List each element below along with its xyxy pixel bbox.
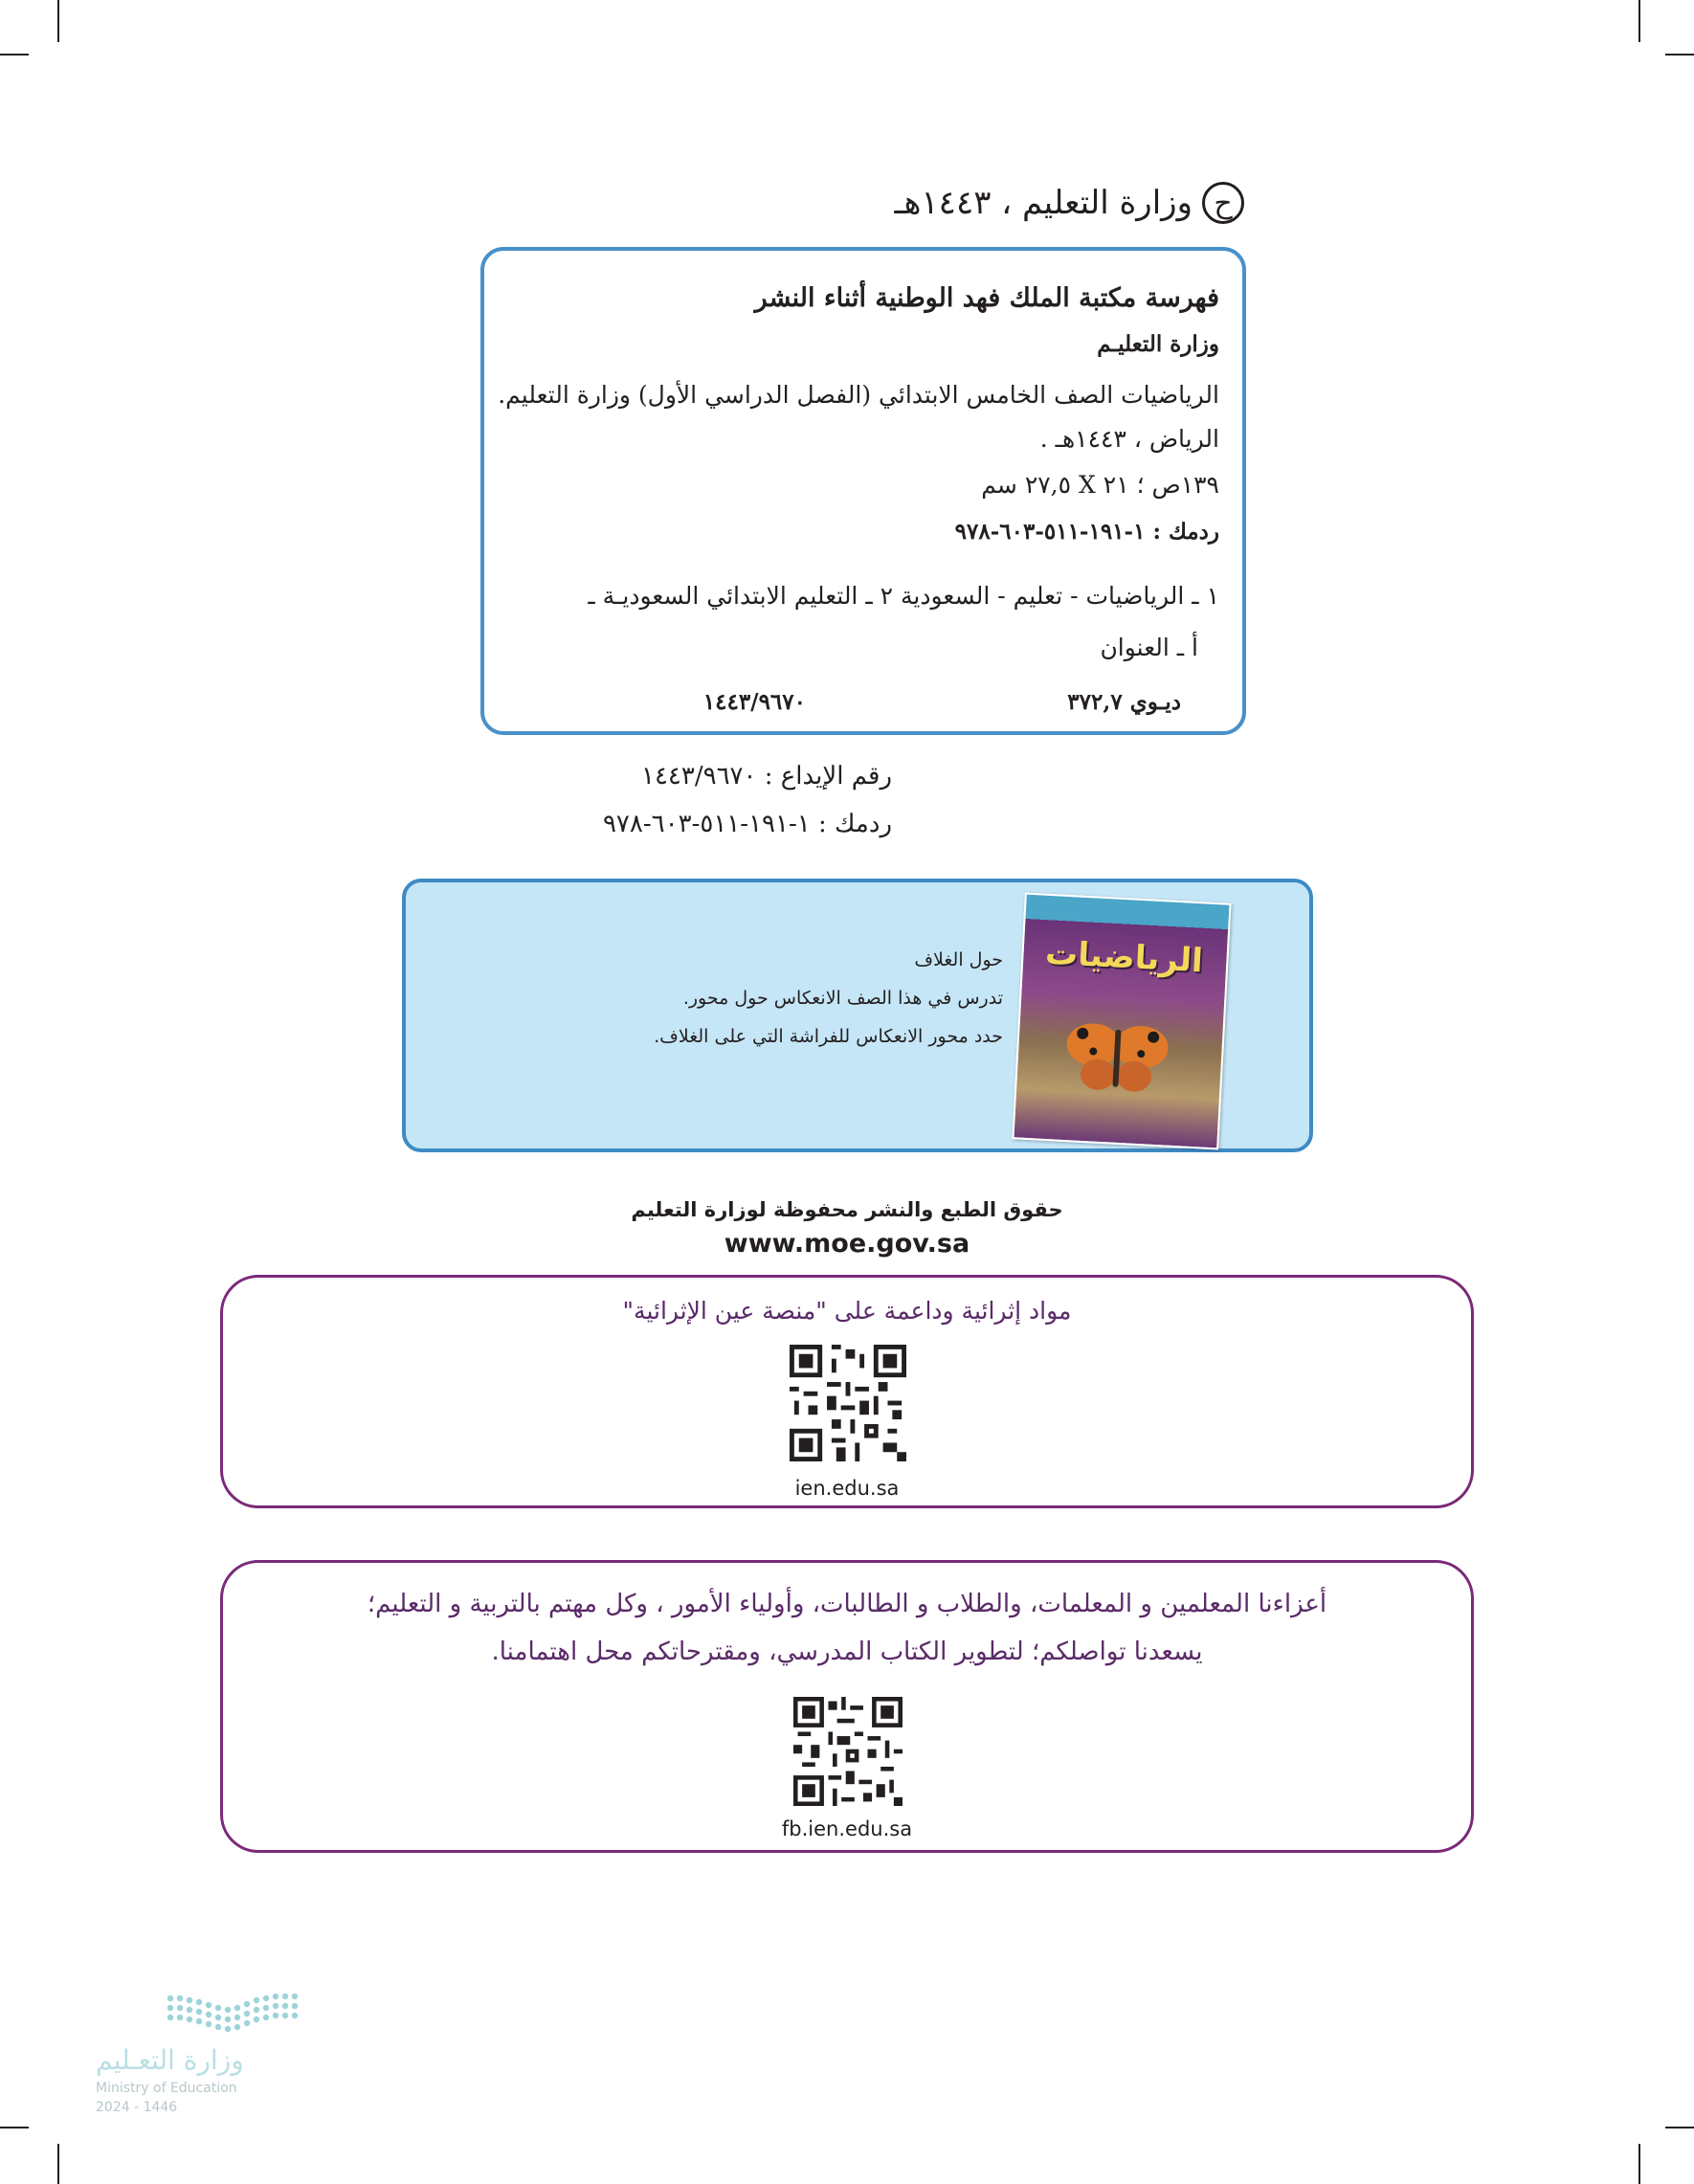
crop-mark <box>57 2144 59 2184</box>
copyright-text: وزارة التعليم ، ١٤٤٣هـ <box>894 184 1192 222</box>
catalog-deposit: ١٤٤٣/٩٦٧٠ <box>702 689 806 715</box>
deposit-isbn: ردمك : ١-١٩١-٥١١-٦٠٣-٩٧٨ <box>602 810 892 838</box>
ien-panel-text: مواد إثرائية وداعمة على "منصة عين الإثرائية" <box>622 1297 1072 1325</box>
feedback-line-2: يسعدنا تواصلكم؛ لتطوير الكتاب المدرسي، ومقترحاتكم محل اهتمامنا. <box>491 1638 1203 1666</box>
crop-mark <box>1638 0 1640 42</box>
about-cover-heading: حول الغلاف <box>914 949 1003 970</box>
feedback-url[interactable]: fb.ien.edu.sa <box>781 1817 913 1840</box>
catalog-title-entry: أ ـ العنوان <box>1100 634 1198 661</box>
catalog-place: الرياض ، ١٤٤٣هـ . <box>1039 425 1219 453</box>
crop-mark <box>57 0 59 42</box>
about-cover-box <box>402 879 1313 1152</box>
crop-mark <box>1665 54 1694 56</box>
ministry-website-link[interactable]: www.moe.gov.sa <box>724 1229 970 1259</box>
catalog-subjects: ١ ـ الرياضيات - تعليم - السعودية ٢ ـ التعليم الابتدائي السعوديـة ـ <box>588 582 1219 610</box>
ministry-logo-year: 2024 - 1446 <box>96 2100 178 2115</box>
catalog-description: الرياضيات الصف الخامس الابتدائي (الفصل الدراسي الأول) وزارة التعليم. <box>498 381 1219 409</box>
ministry-logo-arabic: وزارة التعـليم <box>96 2044 244 2076</box>
book-cover-image <box>1012 893 1231 1150</box>
crop-mark <box>1665 2127 1694 2128</box>
catalog-title: فهرسة مكتبة الملك فهد الوطنية أثناء النشر <box>754 283 1219 313</box>
book-cover-title: الرياضيات <box>1044 933 1204 981</box>
deposit-number: رقم الإيداع : ١٤٤٣/٩٦٧٠ <box>641 762 892 791</box>
cataloging-card <box>480 247 1246 735</box>
crop-mark <box>1638 2144 1640 2184</box>
catalog-author: وزارة التعليـم <box>1097 331 1219 357</box>
butterfly-icon <box>1062 1010 1172 1102</box>
ministry-logo-english: Ministry of Education <box>96 2081 237 2096</box>
about-cover-line-2: حدد محور الانعكاس للفراشة التي على الغلاف. <box>654 1026 1003 1047</box>
copyright-line <box>895 182 1244 224</box>
feedback-panel <box>220 1560 1474 1853</box>
ien-qr-code[interactable] <box>790 1345 906 1461</box>
feedback-line-1: أعزاءنا المعلمين و المعلمات، والطلاب و الطالبات، وأولياء الأمور ، وكل مهتم بالتربية و التعليم؛ <box>367 1590 1327 1618</box>
catalog-pages: ١٣٩ص ؛ ٢١ X ٢٧,٥ سم <box>981 471 1219 499</box>
about-cover-line-1: تدرس في هذا الصف الانعكاس حول محور. <box>682 988 1003 1009</box>
crop-mark <box>0 2127 29 2128</box>
rights-text: حقوق الطبع والنشر محفوظة لوزارة التعليم <box>631 1198 1063 1221</box>
copyright-symbol-icon: ح <box>1202 182 1244 224</box>
feedback-qr-code[interactable] <box>793 1697 903 1806</box>
catalog-dewey: ديـوي ٣٧٢,٧ <box>1067 689 1181 715</box>
catalog-isbn: ردمك : ١-١٩١-٥١١-٦٠٣-٩٧٨ <box>954 519 1219 545</box>
ien-url[interactable]: ien.edu.sa <box>794 1477 900 1500</box>
ien-panel <box>220 1275 1474 1508</box>
crop-mark <box>0 54 29 56</box>
